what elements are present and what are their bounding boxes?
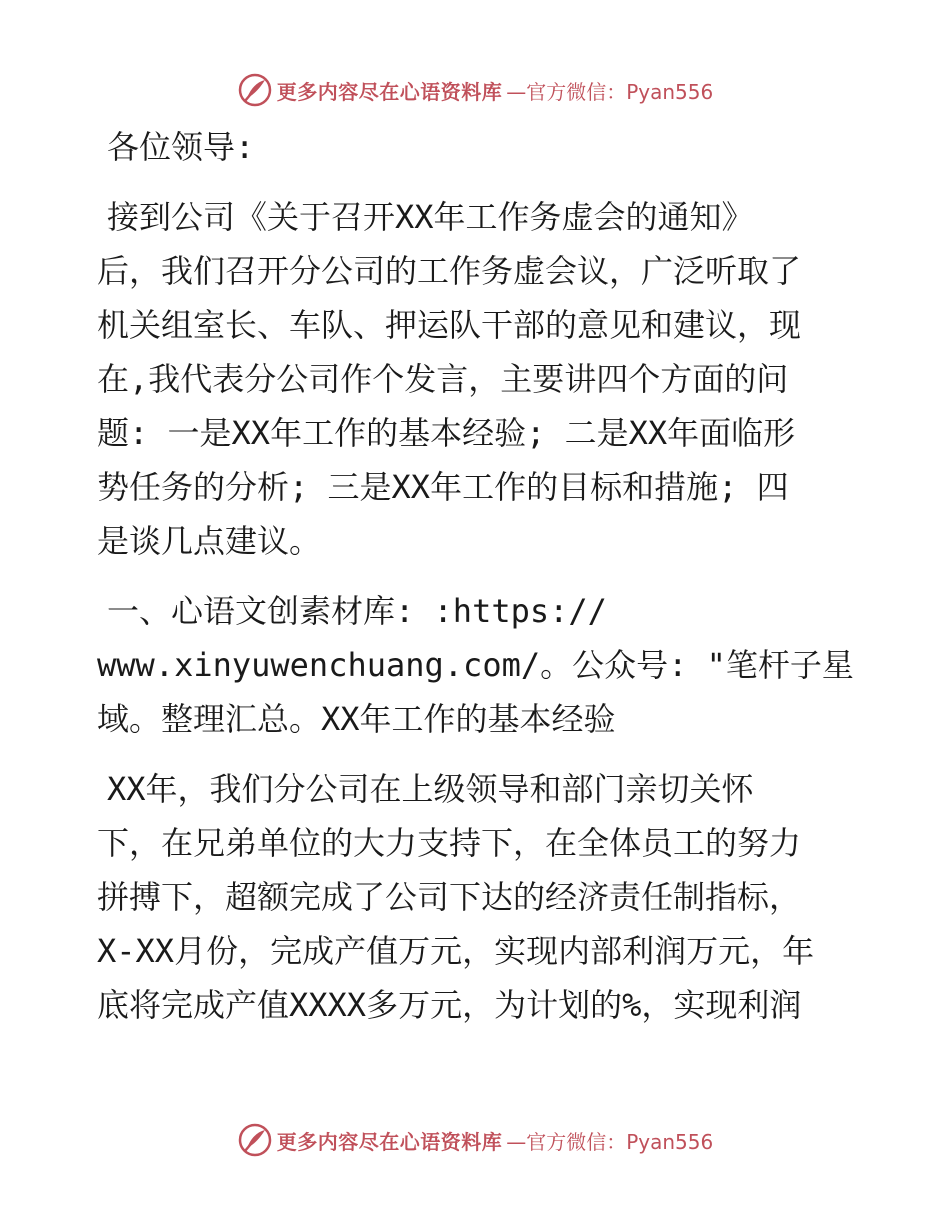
header-watermark-text: 更多内容尽在心语资料库: [276, 79, 503, 104]
footer-watermark-text: 更多内容尽在心语资料库: [276, 1129, 503, 1154]
footer-watermark-wechat: —官方微信：Pyan556: [506, 1129, 714, 1154]
footer-watermark: [0, 1120, 950, 1160]
feather-pen-logo-icon: [237, 72, 273, 108]
paragraph-section-heading: 一、心语文创素材库: :https:// www.xinyuwenchuang.com/。公众号: "笔杆子星 域。整理汇总。XX年工作的基本经验: [97, 592, 854, 738]
footer-watermark-inner: [237, 1122, 714, 1158]
feather-pen-logo-icon: [237, 1122, 273, 1158]
paragraph-intro: 接到公司《关于召开XX年工作务虚会的通知》 后，我们召开分公司的工作务虚会议，广泛听取了 机关组室长、车队、押运队干部的意见和建议，现 在,我代表分公司作个发言，主要讲四个方面的问 题: 一是XX年工作的基本经验; 二是XX年面临形 势任务的分析; 三是XX年工作的目标和措施; 四 是谈几点建议。: [97, 198, 802, 560]
paragraph-achievements: XX年，我们分公司在上级领导和部门亲切关怀 下，在兄弟单位的大力支持下，在全体员工的努力 拼搏下，超额完成了公司下达的经济责任制指标， X-XX月份，完成产值万元，实现内部利润万元，年 底将完成产值XXXX多万元，为计划的%，实现利润: [97, 770, 815, 1024]
salutation: 各位领导:: [107, 128, 255, 166]
header-watermark-wechat: —官方微信：Pyan556: [506, 79, 714, 104]
document-body: [97, 120, 857, 1032]
header-watermark-inner: [237, 72, 714, 108]
header-watermark: [0, 70, 950, 110]
